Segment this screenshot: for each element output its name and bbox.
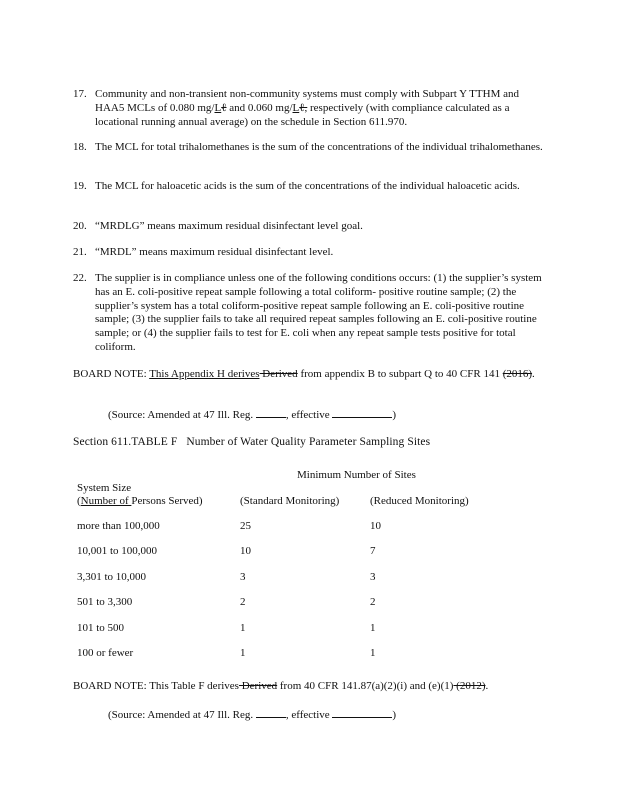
table-group-header: Minimum Number of Sites	[297, 469, 416, 481]
source-prefix: (Source: Amended at 47 Ill. Reg.	[108, 409, 256, 421]
column-header-size-line1: System Size	[77, 482, 132, 494]
board-note	[73, 368, 553, 382]
source-note	[108, 708, 396, 723]
text-run: BOARD NOTE: This Table F derives	[73, 680, 239, 692]
source-note	[108, 408, 396, 423]
table-cell-reduced: 1	[370, 622, 376, 634]
blank-line	[256, 708, 286, 718]
table-cell-size: 10,001 to 100,000	[77, 545, 158, 557]
table-cell-reduced: 2	[370, 596, 376, 608]
section-title: Number of Water Quality Parameter Sampling Sites	[186, 436, 431, 448]
text-run: Community and non-transient non-community systems must comply with Subpart Y TTHM and HAA5 MCLs of 0.080 mg/	[95, 88, 519, 114]
footnote-number: 21.	[73, 246, 87, 258]
footnote-text	[95, 141, 550, 155]
inserted-text: L	[292, 101, 300, 114]
table-cell-reduced: 1	[370, 647, 376, 659]
text-run: “MRDL” means maximum residual disinfectant level.	[95, 246, 334, 258]
footnote-text	[95, 180, 550, 194]
column-header-standard: (Standard Monitoring)	[240, 495, 340, 507]
table-cell-size: 501 to 3,300	[77, 596, 133, 608]
text-run: .	[485, 680, 489, 692]
deleted-text: Derived	[238, 680, 278, 692]
section-number: Section 611.TABLE F	[73, 436, 178, 448]
section-heading	[73, 435, 430, 449]
footnote-number: 20.	[73, 220, 87, 232]
blank-line	[256, 408, 286, 418]
table-cell-size: 3,301 to 10,000	[77, 571, 147, 583]
source-suffix: )	[392, 409, 397, 421]
table-cell-reduced: 10	[370, 520, 381, 532]
footnote-number: 19.	[73, 180, 87, 192]
text-run: .	[532, 368, 535, 380]
text-run: The MCL for total trihalomethanes is the sum of the concentrations of the individual trihalomethanes.	[95, 141, 543, 153]
deleted-text: ℓ	[221, 101, 227, 114]
table-cell-standard: 2	[240, 596, 246, 608]
footnote-text	[95, 88, 550, 129]
footnote-text	[95, 220, 550, 234]
footnote-text	[95, 272, 550, 355]
blank-line	[332, 708, 392, 718]
table-cell-standard: 1	[240, 647, 246, 659]
footnote-text	[95, 246, 550, 260]
text-run: “MRDLG” means maximum residual disinfectant level goal.	[95, 220, 363, 232]
deleted-text: Derived	[259, 368, 298, 380]
blank-line	[332, 408, 392, 418]
deleted-text: ℓ,	[299, 101, 308, 114]
table-cell-size: 101 to 500	[77, 622, 125, 634]
column-header-reduced: (Reduced Monitoring)	[370, 495, 469, 507]
source-mid: , effective	[285, 409, 333, 421]
text-run: The MCL for haloacetic acids is the sum of the concentrations of the individual haloacetic acids.	[95, 180, 520, 192]
source-suffix: )	[392, 709, 397, 721]
table-cell-reduced: 3	[370, 571, 376, 583]
text-run: and 0.060 mg/	[226, 101, 293, 114]
table-cell-standard: 1	[240, 622, 246, 634]
text-run: from appendix B to subpart Q to 40 CFR 141	[297, 368, 503, 380]
table-cell-standard: 25	[240, 520, 251, 532]
text-run: BOARD NOTE:	[73, 368, 150, 380]
text-run: The supplier is in compliance unless one of the following conditions occurs: (1) the supplier’s system has an E. coli-positive repeat sample following a total coliform- positive routine sample; (2) the supplier’s system has a total coliform-positive repeat sample following an E. coli-positive routine sample; (3) the supplier fails to take all required repeat samples following an E. coli-positive routine sample; or (4) the supplier fails to test for E. coli when any repeat sample tests positive for total coliform.	[95, 272, 542, 353]
board-note	[73, 680, 553, 694]
text-run: from 40 CFR 141.87(a)(2)(i) and (e)(1)	[277, 680, 454, 692]
table-cell-standard: 10	[240, 545, 251, 557]
deleted-text: (2012)	[453, 680, 486, 692]
table-cell-size: 100 or fewer	[77, 647, 134, 659]
table-cell-standard: 3	[240, 571, 246, 583]
table-cell-size: more than 100,000	[77, 520, 160, 532]
deleted-text: (2016)	[502, 368, 533, 380]
source-prefix: (Source: Amended at 47 Ill. Reg.	[108, 709, 256, 721]
footnote-number: 22.	[73, 272, 87, 284]
inserted-text: This Appendix H derives	[149, 368, 260, 380]
text-run: respectively (with compliance calculated as a locational running annual average) on the schedule in Section 611.970.	[95, 101, 510, 128]
footnote-number: 17.	[73, 88, 87, 100]
source-mid: , effective	[285, 709, 333, 721]
table-cell-reduced: 7	[370, 545, 376, 557]
footnote-number: 18.	[73, 141, 87, 153]
column-header-size-line2: (Number of Persons Served)	[77, 495, 203, 507]
inserted-text: L	[214, 101, 222, 114]
